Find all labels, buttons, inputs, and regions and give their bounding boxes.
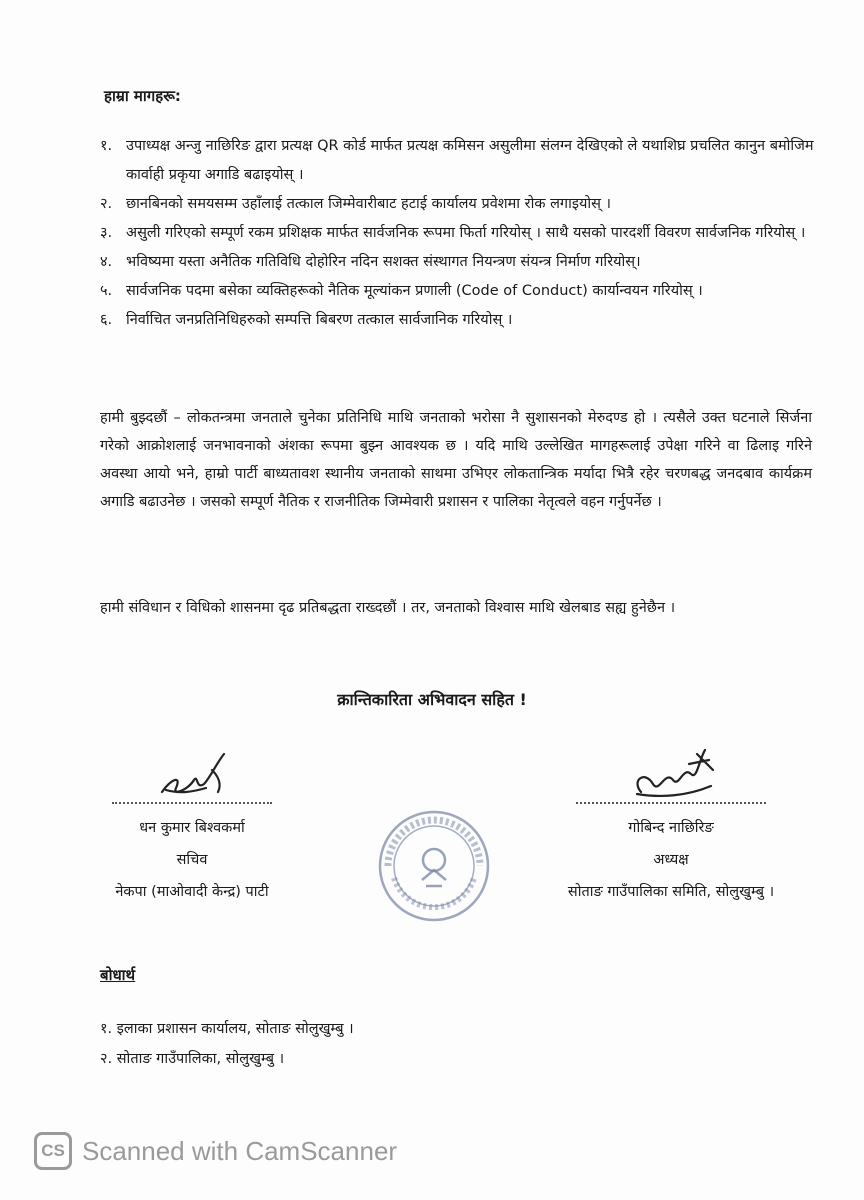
demand-item	[100, 306, 820, 335]
demand-text: उपाध्यक्ष अन्जु नाछिरिङ द्वारा प्रत्यक्ष QR कोर्ड मार्फत प्रत्यक्ष कमिसन असुलीमा संलग्न देखिएको ले यथाशिघ्र प्रचलित कानुन बमोजिम कार्वाही प्रकृया अगाडि बढाइयोस् ।	[126, 138, 814, 183]
demand-number: ४.	[100, 254, 113, 270]
demand-text: निर्वाचित जनप्रतिनिधिहरुको सम्पत्ति बिबरण तत्काल सार्वजानिक गरियोस् ।	[126, 312, 513, 328]
demand-number: २.	[100, 196, 113, 212]
demands-heading: हाम्रा मागहरू:	[104, 87, 181, 105]
watermark-text: Scanned with CamScanner	[82, 1135, 398, 1166]
demand-text: भविष्यमा यस्ता अनैतिक गतिविधि दोहोरिन नदिन सशक्त संस्थागत नियन्त्रण संयन्त्र निर्माण गरियोस्।	[126, 254, 641, 270]
signatory-organization: नेकपा (माओवादी केन्द्र) पाटी	[115, 884, 269, 900]
signature-block-chairperson	[526, 740, 816, 908]
demands-list	[100, 132, 820, 335]
body-paragraph-warning: हामी बुझ्दछौं – लोकतन्त्रमा जनताले चुनेका प्रतिनिधि माथि जनताको भरोसा नै सुशासनको मेरुदण्ड हो । त्यसैले उक्त घटनाले सिर्जना गरेको आक्रोशलाई जनभावनाको अंशका रूपमा बुझ्न आवश्यक छ । यदि माथि उल्लेखित मागहरूलाई उपेक्षा गरिने वा ढिलाइ गरिने अवस्था आयो भने, हाम्रो पार्टी बाध्यतावश स्थानीय जनताको साथमा उभिएर लोकतान्त्रिक मर्यादा भित्रै रहेर चरणबद्ध जनदबाव कार्यक्रम अगाडि बढाउनेछ । जसको सम्पूर्ण नैतिक र राजनीतिक जिम्मेवारी प्रशासन र पालिका नेतृत्वले वहन गर्नुपर्नेछ ।	[100, 410, 812, 510]
signatory-organization: सोताङ गाउँपालिका समिति, सोलुखुम्बु ।	[567, 884, 775, 900]
demand-item	[100, 219, 820, 248]
demand-text: सार्वजनिक पदमा बसेका व्यक्तिहरूको नैतिक मूल्यांकन प्रणाली (Code of Conduct) कार्यान्वयन गरियोस् ।	[126, 283, 703, 299]
signatory-name: धन कुमार बिश्वकर्मा	[139, 820, 245, 836]
handwritten-signature-icon	[601, 740, 741, 802]
closing-salutation: क्रान्तिकारिता अभिवादन सहित !	[337, 690, 527, 709]
camscanner-logo-icon: CS	[34, 1132, 72, 1170]
demand-item	[100, 190, 820, 219]
demand-number: ६.	[100, 312, 113, 328]
official-seal-icon	[374, 806, 494, 926]
signatory-title: सचिव	[176, 852, 208, 868]
signatory-name: गोबिन्द नाछिरिङ	[628, 820, 714, 836]
demand-item	[100, 248, 820, 277]
demand-number: ५.	[100, 283, 113, 299]
cc-heading: बोधार्थ	[100, 966, 136, 984]
demand-number: ३.	[100, 225, 113, 241]
demand-text: असुली गरिएको सम्पूर्ण रकम प्रशिक्षक मार्फत सार्वजनिक रूपमा फिर्ता गरियोस् । साथै यसको पारदर्शी विवरण सार्वजनिक गरियोस् ।	[126, 225, 806, 241]
cc-item: २. सोताङ गाउँपालिका, सोलुखुम्बु ।	[100, 1051, 285, 1067]
signatory-title: अध्यक्ष	[653, 852, 689, 868]
demand-item	[100, 132, 820, 190]
demand-number: १.	[100, 138, 113, 154]
camscanner-watermark	[34, 1132, 397, 1170]
cc-item: १. इलाका प्रशासन कार्यालय, सोताङ सोलुखुम्बु ।	[100, 1021, 354, 1037]
signature-dotted-line	[112, 802, 272, 804]
cc-list	[100, 1014, 354, 1074]
demand-item	[100, 277, 820, 306]
demand-text: छानबिनको समयसम्म उहाँलाई तत्काल जिम्मेवारीबाट हटाई कार्यालय प्रवेशमा रोक लगाइयोस् ।	[126, 196, 612, 212]
handwritten-signature-icon	[132, 740, 252, 802]
signature-dotted-line	[576, 802, 766, 804]
signature-block-secretary	[92, 740, 292, 908]
body-paragraph-commitment: हामी संविधान र विधिको शासनमा दृढ प्रतिबद्धता राख्दछौं । तर, जनताको विश्वास माथि खेलबाड सह्य हुनेछैन ।	[100, 600, 676, 616]
